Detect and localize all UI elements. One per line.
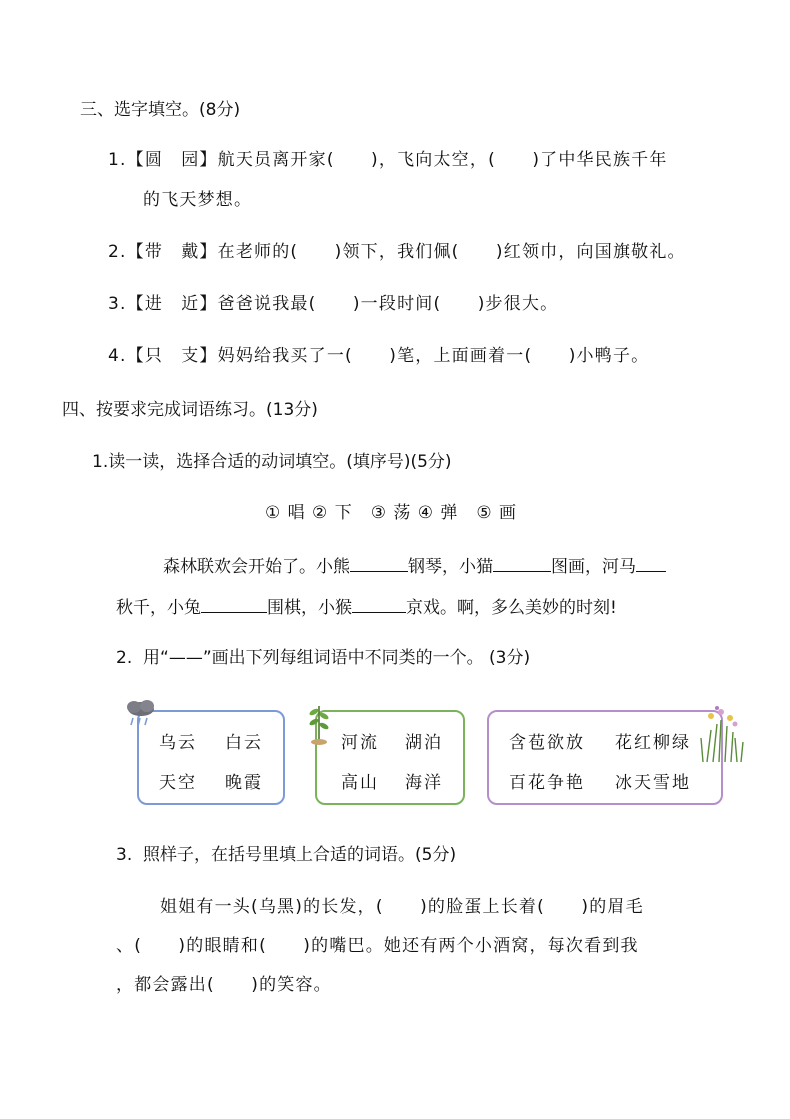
passage-text-2b: 围棋，小猴 [267,598,352,618]
q3-2: 2.【带 戴】在老师的( )领下，我们佩( )红领巾，向国旗敬礼。 [108,242,686,262]
q3-3: 3.【进 近】爸爸说我最( )一段时间( )步很大。 [108,294,559,314]
word-3-3[interactable]: 百花争艳 [509,773,585,793]
passage-line-2 [116,594,617,620]
word-3-4[interactable]: 冰天雪地 [615,773,691,793]
passage-text-2a: 秋千，小兔 [116,598,201,618]
word-2-1[interactable]: 河流 [341,733,379,753]
section-4-title: 四、按要求完成词语练习。(13分) [62,400,318,420]
passage-line-1 [163,553,666,579]
q3-4: 4.【只 支】妈妈给我买了一( )笔，上面画着一( )小鸭子。 [108,346,650,366]
q4-3-line3: ，都会露出( )的笑容。 [116,975,332,995]
fill-blank-2[interactable] [493,553,551,572]
word-group-box-3 [487,710,723,805]
sprout-icon [305,700,333,748]
word-1-1[interactable]: 乌云 [159,733,197,753]
q4-1-instruction: 1.读一读，选择合适的动词填空。(填序号)(5分) [92,452,452,472]
passage-text-1c: 图画，河马 [551,557,636,577]
word-1-3[interactable]: 天空 [159,773,197,793]
q4-3-line2: 、( )的眼睛和( )的嘴巴。她还有两个小酒窝，每次看到我 [116,936,639,956]
verb-options: ① 唱 ② 下 ③ 荡 ④ 弹 ⑤ 画 [265,503,518,523]
fill-blank-1[interactable] [350,553,408,572]
passage-text-1b: 钢琴，小猫 [408,557,493,577]
word-2-4[interactable]: 海洋 [405,773,443,793]
flowers-grass-icon [697,702,745,764]
q4-2-instruction: 2. 用“——”画出下列每组词语中不同类的一个。 (3分) [116,648,531,668]
q3-1-line2: 的飞天梦想。 [143,190,253,210]
rain-cloud-icon [123,697,159,729]
q4-3-line1: 姐姐有一头(乌黑)的长发，( )的脸蛋上长着( )的眉毛 [160,897,644,917]
word-3-2[interactable]: 花红柳绿 [615,733,691,753]
passage-text-1a: 森林联欢会开始了。小熊 [163,557,350,577]
word-2-2[interactable]: 湖泊 [405,733,443,753]
fill-blank-5[interactable] [352,594,406,613]
passage-text-2c: 京戏。啊，多么美妙的时刻! [406,598,617,618]
word-group-box-2 [315,710,465,805]
section-3-title: 三、选字填空。(8分) [80,100,241,120]
word-group-box-1 [137,710,285,805]
word-1-4[interactable]: 晚霞 [225,773,263,793]
word-3-1[interactable]: 含苞欲放 [509,733,585,753]
q4-3-instruction: 3. 照样子，在括号里填上合适的词语。(5分) [116,845,457,865]
fill-blank-4[interactable] [201,594,267,613]
word-2-3[interactable]: 高山 [341,773,379,793]
fill-blank-3[interactable] [636,553,666,572]
word-1-2[interactable]: 白云 [225,733,263,753]
q3-1-line1: 1.【圆 园】航天员离开家( )，飞向太空，( )了中华民族千年 [108,150,668,170]
